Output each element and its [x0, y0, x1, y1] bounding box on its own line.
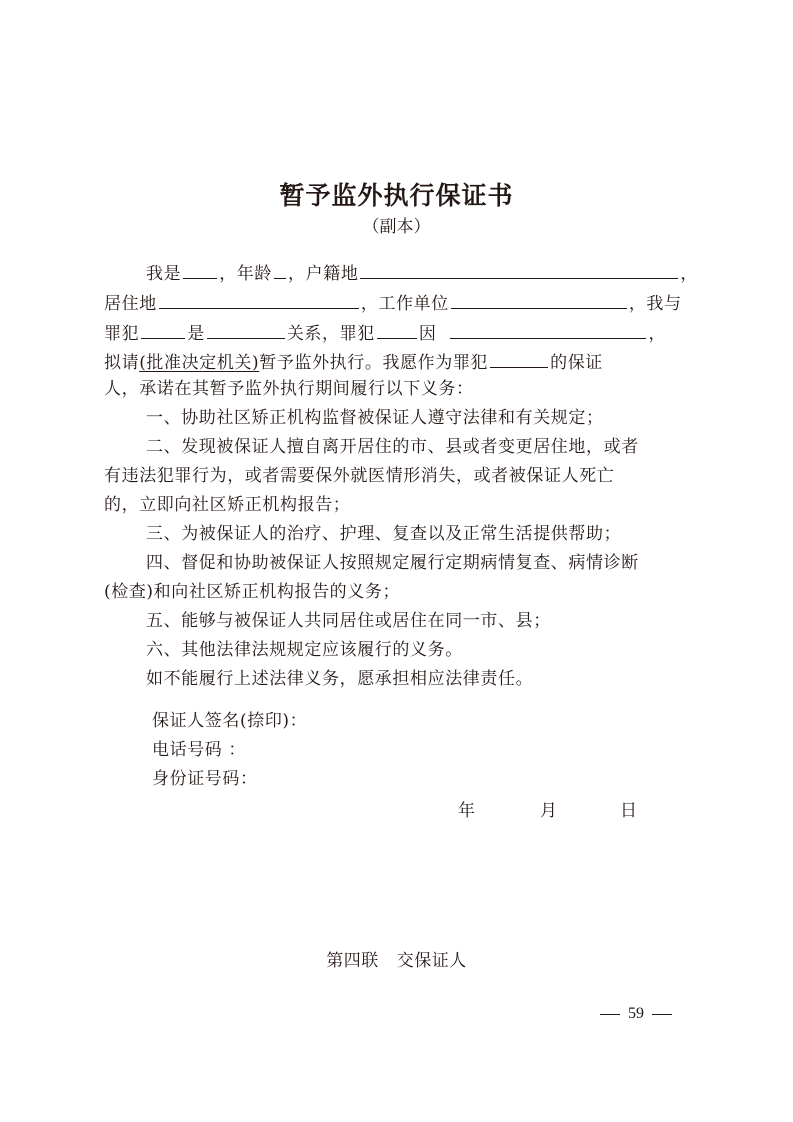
copy-recipient: 交保证人	[396, 951, 467, 971]
household-blank[interactable]	[360, 260, 678, 279]
duty-4: 四、督促和协助被保证人按照规定履行定期病情复查、病情诊断	[146, 553, 639, 573]
duty-2-cont-2: 的，立即向社区矫正机构报告；	[104, 495, 351, 515]
form-line-5: 人，承诺在其暂予监外执行期间履行以下义务：	[104, 379, 474, 399]
page-number: 59	[592, 1005, 680, 1023]
closing-statement: 如不能履行上述法律义务，愿承担相应法律责任。	[146, 669, 534, 689]
approval-authority-label: (批准决定机关)	[139, 353, 260, 373]
duty-1: 一、协助社区矫正机构监督被保证人遵守法律和有关规定；	[146, 408, 604, 428]
date-month-label: 月	[540, 801, 557, 821]
date-day-label: 日	[620, 801, 637, 821]
form-line-2: 居住地 ，工作单位 ，我与	[104, 290, 682, 315]
copy-footer	[0, 946, 793, 971]
duty-6: 六、其他法律法规规定应该履行的义务。	[146, 640, 463, 660]
duty-2-cont: 有违法犯罪行为，或者需要保外就医情形消失，或者被保证人死亡	[104, 466, 615, 486]
crime-blank[interactable]	[450, 320, 646, 339]
workplace-blank[interactable]	[451, 290, 627, 309]
name-blank[interactable]	[183, 260, 217, 279]
form-line-4: 拟请(批准决定机关)暂予监外执行。我愿作为罪犯 的保证	[104, 349, 603, 374]
criminal-name-blank-2[interactable]	[377, 320, 417, 339]
document-title: 暂予监外执行保证书	[279, 181, 514, 210]
criminal-name-blank-3[interactable]	[490, 349, 548, 368]
duty-5: 五、能够与被保证人共同居住或居住在同一市、县；	[146, 611, 551, 631]
criminal-name-blank[interactable]	[141, 320, 185, 339]
phone-label: 电话号码 ：	[152, 740, 247, 760]
form-line-3: 罪犯 是 关系，罪犯 因 ，	[104, 320, 666, 345]
id-number-label: 身份证号码：	[152, 769, 258, 789]
relationship-blank[interactable]	[207, 320, 285, 339]
copy-number: 第四联	[326, 951, 379, 971]
duty-4-cont: (检查)和向社区矫正机构报告的义务；	[104, 582, 401, 602]
duty-2: 二、发现被保证人擅自离开居住的市、县或者变更居住地，或者	[146, 437, 639, 457]
date-year-label: 年	[458, 801, 475, 821]
duty-3: 三、为被保证人的治疗、护理、复查以及正常生活提供帮助；	[146, 524, 622, 544]
age-blank[interactable]	[274, 260, 286, 279]
residence-blank[interactable]	[159, 290, 359, 309]
dash-left	[600, 1014, 620, 1015]
signature-label: 保证人签名(捺印)：	[152, 711, 308, 731]
dash-right	[652, 1014, 672, 1015]
form-line-1: 我是 ，年龄 ，户籍地 ，	[146, 260, 698, 285]
document-subtitle: （副本）	[362, 217, 431, 237]
